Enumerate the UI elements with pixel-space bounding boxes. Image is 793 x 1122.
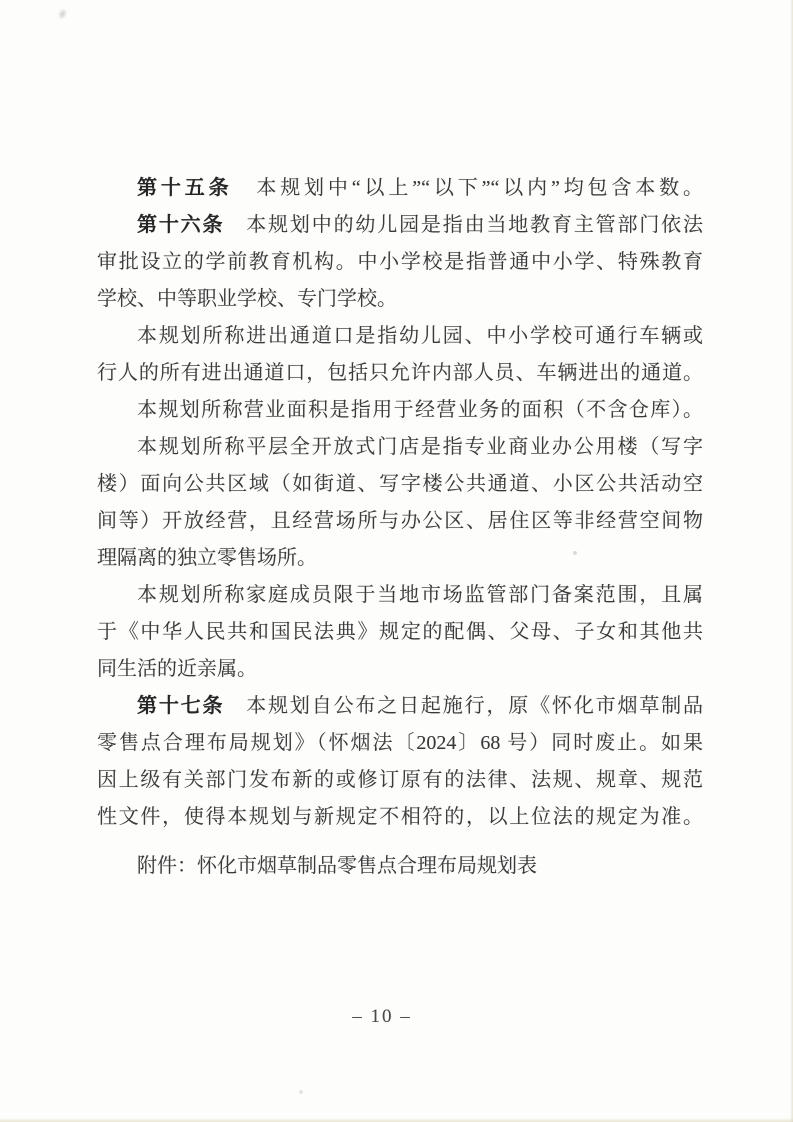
text-line: 性文件，使得本规划与新规定不相符的，以上位法的规定为准。	[97, 806, 703, 828]
text-line: 审批设立的学前教育机构。中小学校是指普通中小学、特殊教育	[97, 251, 703, 273]
scan-artifact	[299, 1090, 303, 1094]
article-number: 第十六条	[137, 214, 225, 236]
text-line: 于《中华人民共和国民法典》规定的配偶、父母、子女和其他共	[97, 621, 703, 643]
text-line: 第十五条 本规划中“以上”“以下”“以内”均包含本数。	[137, 177, 704, 199]
text-line: 零售点合理布局规划》（怀烟法〔2024〕68 号）同时废止。如果	[97, 732, 703, 754]
paragraph	[97, 170, 703, 207]
text-line: 第十七条 本规划自公布之日起施行，原《怀化市烟草制品	[137, 695, 704, 717]
text-line: 行人的所有进出通道口，包括只允许内部人员、车辆进出的通道。	[97, 362, 703, 384]
page-number: – 10 –	[352, 1006, 412, 1027]
paragraph	[97, 688, 703, 836]
text-line: 本规划所称家庭成员限于当地市场监管部门备案范围，且属	[137, 584, 703, 606]
text-line: 间等）开放经营，且经营场所与办公区、居住区等非经营空间物	[97, 510, 703, 532]
text-line: 附件：怀化市烟草制品零售点合理布局规划表	[137, 855, 537, 877]
scan-edge-bottom	[0, 1118, 793, 1122]
text-line: 理隔离的独立零售场所。	[97, 547, 317, 569]
page-footer	[0, 1004, 764, 1030]
paragraph	[97, 207, 703, 318]
paragraph	[97, 318, 703, 392]
paragraph	[97, 429, 703, 577]
text-line: 学校、中等职业学校、专门学校。	[97, 288, 397, 310]
text-line: 本规划所称平层全开放式门店是指专业商业办公用楼（写字	[137, 436, 703, 458]
text-line: 本规划所称营业面积是指用于经营业务的面积（不含仓库）。	[137, 399, 703, 421]
text-line: 因上级有关部门发布新的或修订原有的法律、法规、规章、规范	[97, 769, 703, 791]
text-line: 同生活的近亲属。	[97, 658, 257, 680]
text-line: 本规划所称进出通道口是指幼儿园、中小学校可通行车辆或	[137, 325, 703, 347]
document-body	[97, 170, 703, 885]
paragraph	[97, 577, 703, 688]
article-number: 第十七条	[137, 695, 225, 717]
paragraph	[97, 848, 703, 885]
paragraph	[97, 392, 703, 429]
article-number: 第十五条	[137, 177, 233, 199]
text-line: 楼）面向公共区域（如街道、写字楼公共通道、小区公共活动空	[97, 473, 703, 495]
text-line: 第十六条 本规划中的幼儿园是指由当地教育主管部门依法	[137, 214, 704, 236]
scan-artifact	[56, 7, 70, 22]
